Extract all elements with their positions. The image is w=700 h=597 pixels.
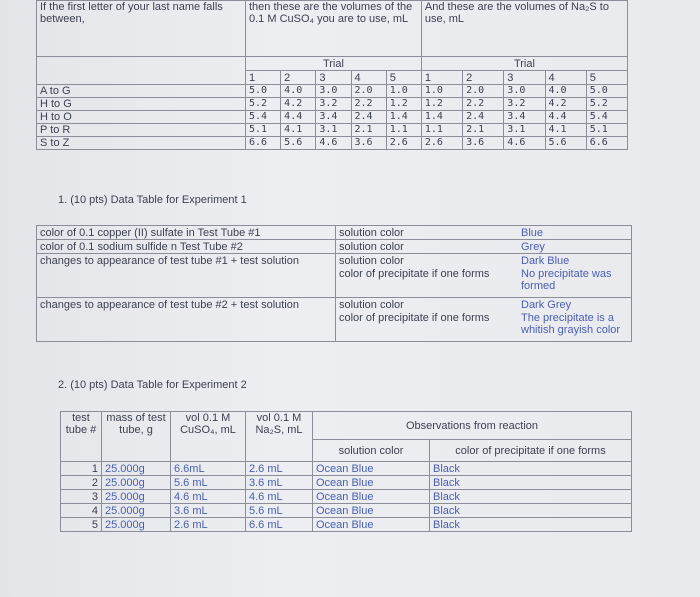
table-row <box>61 462 632 476</box>
trial-number-row <box>37 71 628 85</box>
na-value: 4.4 <box>545 111 586 124</box>
na-value: 2.0 <box>463 85 504 98</box>
na-value: 5.2 <box>586 98 627 111</box>
experiment-2-title: 2. (10 pts) Data Table for Experiment 2 <box>58 379 247 391</box>
cu-value: 2.6 <box>386 137 421 150</box>
observation-value: No precipitate was formed <box>518 268 632 298</box>
na-value: 2.6 <box>421 137 462 150</box>
na-value: 4.2 <box>545 98 586 111</box>
na2s-volume: 2.6 mL <box>246 462 313 476</box>
cu-value: 4.4 <box>281 111 316 124</box>
na2s-volume: 3.6 mL <box>246 476 313 490</box>
cu-value: 6.6 <box>246 137 281 150</box>
field-label: solution color <box>336 226 519 240</box>
observation-value: Grey <box>518 240 632 254</box>
table-row <box>37 85 628 98</box>
field-label: solution color <box>336 240 519 254</box>
na-value: 5.1 <box>586 124 627 137</box>
na2s-volume: 6.6 mL <box>246 518 313 532</box>
table-row <box>37 111 628 124</box>
header-last-name: If the first letter of your last name falls between, <box>37 1 246 57</box>
table-row <box>37 124 628 137</box>
table-row <box>61 476 632 490</box>
cuso4-volume: 3.6 mL <box>171 504 246 518</box>
table-row <box>61 504 632 518</box>
cu-value: 5.1 <box>246 124 281 137</box>
trial-label-na: Trial <box>421 57 627 71</box>
na-value: 5.4 <box>586 111 627 124</box>
mass-value: 25.000g <box>102 476 171 490</box>
cu-value: 4.6 <box>316 137 351 150</box>
header-cuso4-volume: vol 0.1 M CuSO₄, mL <box>171 412 246 462</box>
cuso4-volume: 5.6 mL <box>171 476 246 490</box>
row-label: color of 0.1 copper (II) sulfate in Test Tube #1 <box>37 226 336 240</box>
na-value: 3.2 <box>504 98 545 111</box>
solution-color: Ocean Blue <box>313 518 430 532</box>
trial-num: 4 <box>351 71 386 85</box>
na-value: 2.4 <box>463 111 504 124</box>
observation-value: Blue <box>518 226 632 240</box>
cu-value: 1.2 <box>386 98 421 111</box>
na-value: 1.1 <box>421 124 462 137</box>
na-value: 1.0 <box>421 85 462 98</box>
cu-value: 3.2 <box>316 98 351 111</box>
na-value: 1.2 <box>421 98 462 111</box>
header-na2s: And these are the volumes of Na₂S to use, mL <box>421 1 627 57</box>
header-observations: Observations from reaction <box>313 412 632 440</box>
trial-num: 5 <box>386 71 421 85</box>
observation-value: Dark Blue <box>518 254 632 268</box>
na-value: 3.0 <box>504 85 545 98</box>
cuso4-volume: 2.6 mL <box>171 518 246 532</box>
na-value: 5.6 <box>545 137 586 150</box>
trial-num: 1 <box>421 71 462 85</box>
mass-value: 25.000g <box>102 490 171 504</box>
solution-color: Ocean Blue <box>313 490 430 504</box>
name-range: H to O <box>37 111 246 124</box>
tube-number: 4 <box>61 504 102 518</box>
solution-color: Ocean Blue <box>313 476 430 490</box>
trial-num: 2 <box>463 71 504 85</box>
name-range: A to G <box>37 85 246 98</box>
experiment-1-title: 1. (10 pts) Data Table for Experiment 1 <box>58 194 247 206</box>
row-label: changes to appearance of test tube #1 + test solution <box>37 254 336 268</box>
name-range: P to R <box>37 124 246 137</box>
trial-num: 4 <box>545 71 586 85</box>
table-row <box>37 98 628 111</box>
na-value: 6.6 <box>586 137 627 150</box>
field-label: color of precipitate if one forms <box>336 312 519 342</box>
cu-value: 4.1 <box>281 124 316 137</box>
solution-color: Ocean Blue <box>313 462 430 476</box>
table-row <box>61 518 632 532</box>
row-label: changes to appearance of test tube #2 + test solution <box>37 298 336 312</box>
precipitate-color: Black <box>430 504 632 518</box>
tube-number: 5 <box>61 518 102 532</box>
cu-value: 4.2 <box>281 98 316 111</box>
cu-value: 1.4 <box>386 111 421 124</box>
header-precipitate-color: color of precipitate if one forms <box>430 440 632 462</box>
cu-value: 4.0 <box>281 85 316 98</box>
cu-value: 1.1 <box>386 124 421 137</box>
cu-value: 2.1 <box>351 124 386 137</box>
header-na2s-volume: vol 0.1 M Na₂S, mL <box>246 412 313 462</box>
na-value: 4.0 <box>545 85 586 98</box>
cu-value: 3.6 <box>351 137 386 150</box>
na2s-volume: 5.6 mL <box>246 504 313 518</box>
cu-value: 5.2 <box>246 98 281 111</box>
tube-number: 1 <box>61 462 102 476</box>
cu-value: 2.2 <box>351 98 386 111</box>
na-value: 2.2 <box>463 98 504 111</box>
field-label: color of precipitate if one forms <box>336 268 519 298</box>
name-range: S to Z <box>37 137 246 150</box>
tube-number: 2 <box>61 476 102 490</box>
field-label: solution color <box>336 298 519 312</box>
observation-value: The precipitate is a whitish grayish color <box>518 312 632 342</box>
trial-num: 5 <box>586 71 627 85</box>
volume-assignment-table <box>36 0 628 150</box>
solution-color: Ocean Blue <box>313 504 430 518</box>
cu-value: 3.1 <box>316 124 351 137</box>
mass-value: 25.000g <box>102 462 171 476</box>
trial-num: 2 <box>281 71 316 85</box>
cuso4-volume: 4.6 mL <box>171 490 246 504</box>
na-value: 4.6 <box>504 137 545 150</box>
cu-value: 5.0 <box>246 85 281 98</box>
na-value: 4.1 <box>545 124 586 137</box>
cu-value: 3.4 <box>316 111 351 124</box>
mass-value: 25.000g <box>102 518 171 532</box>
name-range: H to G <box>37 98 246 111</box>
trial-num: 3 <box>504 71 545 85</box>
cu-value: 2.4 <box>351 111 386 124</box>
header-cuso4: then these are the volumes of the 0.1 M CuSO₄ you are to use, mL <box>246 1 422 57</box>
observation-value: Dark Grey <box>518 298 632 312</box>
precipitate-color: Black <box>430 462 632 476</box>
na2s-volume: 4.6 mL <box>246 490 313 504</box>
na-value: 3.4 <box>504 111 545 124</box>
header-solution-color: solution color <box>313 440 430 462</box>
header-test-tube: test tube # <box>61 412 102 462</box>
cu-value: 3.0 <box>316 85 351 98</box>
field-label: solution color <box>336 254 519 268</box>
experiment-2-table <box>60 411 632 532</box>
cu-value: 1.0 <box>386 85 421 98</box>
row-label: color of 0.1 sodium sulfide n Test Tube #2 <box>37 240 336 254</box>
na-value: 3.6 <box>463 137 504 150</box>
mass-value: 25.000g <box>102 504 171 518</box>
table-row <box>37 137 628 150</box>
table-row <box>61 490 632 504</box>
cu-value: 5.4 <box>246 111 281 124</box>
trial-num: 1 <box>246 71 281 85</box>
na-value: 5.0 <box>586 85 627 98</box>
trial-num: 3 <box>316 71 351 85</box>
precipitate-color: Black <box>430 518 632 532</box>
na-value: 2.1 <box>463 124 504 137</box>
na-value: 1.4 <box>421 111 462 124</box>
precipitate-color: Black <box>430 476 632 490</box>
cuso4-volume: 6.6mL <box>171 462 246 476</box>
precipitate-color: Black <box>430 490 632 504</box>
cu-value: 5.6 <box>281 137 316 150</box>
tube-number: 3 <box>61 490 102 504</box>
trial-label-cu: Trial <box>246 57 422 71</box>
cu-value: 2.0 <box>351 85 386 98</box>
header-mass: mass of test tube, g <box>102 412 171 462</box>
experiment-1-table <box>36 225 632 342</box>
na-value: 3.1 <box>504 124 545 137</box>
